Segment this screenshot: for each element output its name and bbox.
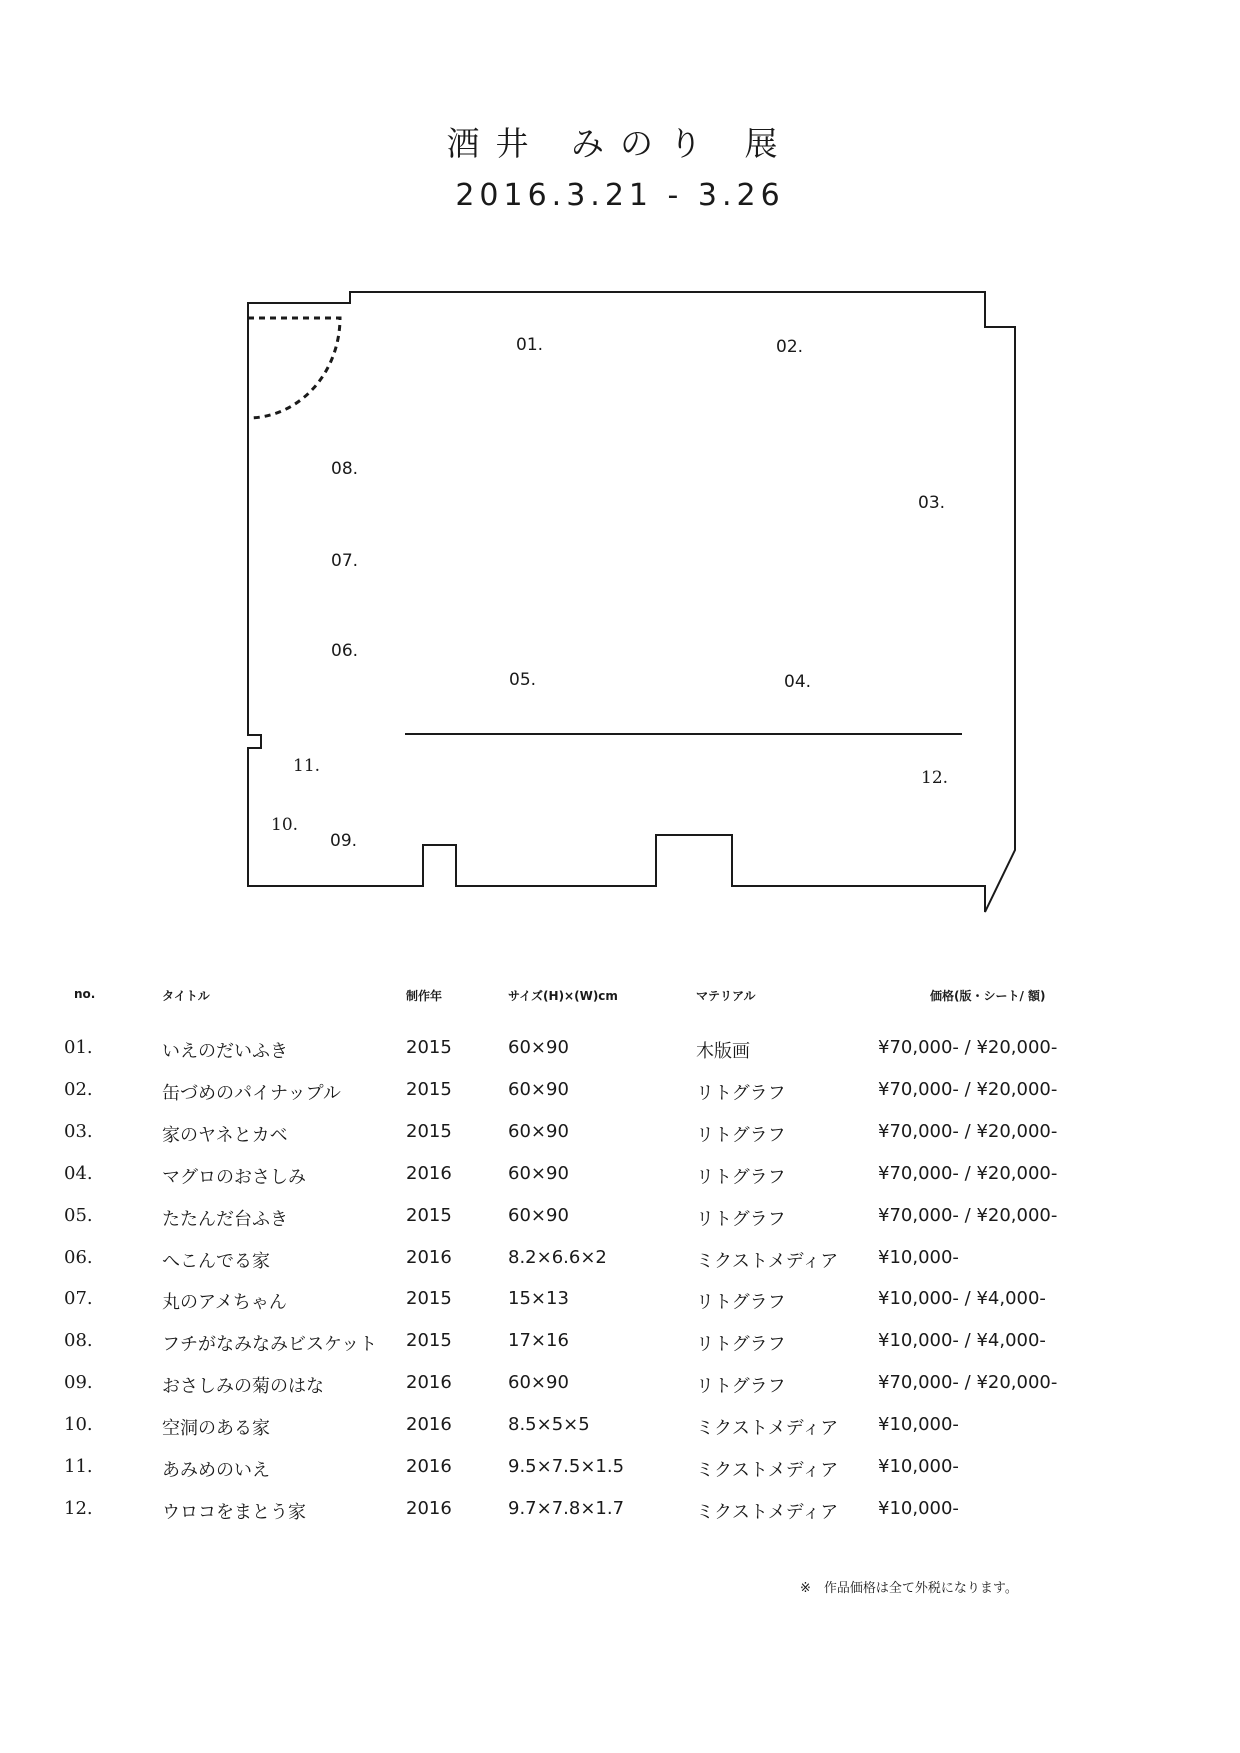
cell-year: 2016 — [406, 1163, 452, 1184]
cell-year: 2016 — [406, 1456, 452, 1477]
position-label: 01. — [516, 335, 544, 355]
cell-title: ウロコをまとう家 — [162, 1502, 306, 1523]
cell-year: 2015 — [406, 1079, 452, 1100]
cell-size: 60×90 — [508, 1205, 569, 1226]
cell-no: 01. — [64, 1037, 93, 1058]
cell-no: 02. — [64, 1079, 93, 1100]
table-row — [0, 1163, 1240, 1193]
cell-no: 04. — [64, 1163, 93, 1184]
cell-year: 2016 — [406, 1372, 452, 1393]
cell-price: ¥10,000- / ¥4,000- — [878, 1330, 1046, 1351]
cell-title: たたんだ台ふき — [162, 1209, 288, 1230]
cell-price: ¥10,000- — [878, 1498, 959, 1519]
cell-price: ¥70,000- / ¥20,000- — [878, 1163, 1058, 1184]
cell-price: ¥70,000- / ¥20,000- — [878, 1205, 1058, 1226]
cell-title: 空洞のある家 — [162, 1418, 270, 1439]
position-label: 06. — [331, 641, 359, 661]
cell-no: 05. — [64, 1205, 93, 1226]
cell-size: 9.5×7.5×1.5 — [508, 1456, 625, 1477]
header-year: 制作年 — [406, 989, 443, 1003]
cell-title: 丸のアメちゃん — [162, 1292, 287, 1313]
gallery-walls — [248, 292, 1015, 912]
cell-price: ¥10,000- — [878, 1456, 959, 1477]
tax-note: ※ 作品価格は全て外税になります。 — [800, 1581, 1018, 1596]
header-title: タイトル — [162, 989, 210, 1003]
position-label: 11. — [293, 756, 321, 776]
cell-title: マグロのおさしみ — [162, 1167, 306, 1188]
table-row — [0, 1414, 1240, 1444]
table-row — [0, 1498, 1240, 1528]
table-row — [0, 1330, 1240, 1360]
cell-no: 10. — [64, 1414, 93, 1435]
cell-year: 2016 — [406, 1247, 452, 1268]
cell-price: ¥70,000- / ¥20,000- — [878, 1372, 1058, 1393]
cell-no: 08. — [64, 1330, 93, 1351]
header-material: マテリアル — [696, 989, 756, 1003]
cell-title: 家のヤネとカベ — [162, 1125, 288, 1146]
cell-price: ¥10,000- / ¥4,000- — [878, 1288, 1046, 1309]
position-label: 04. — [784, 672, 812, 692]
cell-title: あみめのいえ — [162, 1460, 270, 1481]
cell-title: 缶づめのパイナップル — [162, 1083, 341, 1104]
cell-year: 2015 — [406, 1205, 452, 1226]
position-label: 03. — [918, 493, 946, 513]
cell-size: 60×90 — [508, 1163, 569, 1184]
position-label: 12. — [921, 768, 949, 788]
cell-title: おさしみの菊のはな — [162, 1376, 324, 1397]
cell-material: ミクストメディア — [696, 1460, 839, 1481]
cell-no: 09. — [64, 1372, 93, 1393]
table-row — [0, 1288, 1240, 1318]
position-label: 09. — [330, 831, 358, 851]
table-row — [0, 1372, 1240, 1402]
cell-material: リトグラフ — [696, 1334, 786, 1355]
cell-material: リトグラフ — [696, 1292, 786, 1313]
cell-year: 2015 — [406, 1037, 452, 1058]
position-label: 07. — [331, 551, 359, 571]
table-row — [0, 1205, 1240, 1235]
cell-year: 2015 — [406, 1330, 452, 1351]
position-label: 08. — [331, 459, 359, 479]
cell-material: ミクストメディア — [696, 1418, 839, 1439]
exhibition-dates: 2016.3.21 - 3.26 — [455, 178, 785, 213]
table-row — [0, 1079, 1240, 1109]
cell-year: 2016 — [406, 1414, 452, 1435]
cell-no: 12. — [64, 1498, 93, 1519]
table-row — [0, 1037, 1240, 1067]
cell-size: 8.2×6.6×2 — [508, 1247, 607, 1268]
cell-year: 2015 — [406, 1288, 452, 1309]
cell-price: ¥10,000- — [878, 1247, 959, 1268]
cell-price: ¥10,000- — [878, 1414, 959, 1435]
position-label: 10. — [271, 815, 299, 835]
cell-size: 8.5×5×5 — [508, 1414, 590, 1435]
table-row — [0, 1456, 1240, 1486]
cell-no: 06. — [64, 1247, 93, 1268]
cell-title: フチがなみなみビスケット — [162, 1334, 378, 1355]
cell-material: リトグラフ — [696, 1167, 786, 1188]
cell-material: リトグラフ — [696, 1083, 786, 1104]
exhibition-title: 酒井 みのり 展 — [446, 124, 794, 163]
door-swing — [248, 318, 340, 418]
cell-material: ミクストメディア — [696, 1251, 839, 1272]
cell-material: リトグラフ — [696, 1209, 786, 1230]
table-header — [0, 987, 1240, 1017]
cell-no: 11. — [64, 1456, 93, 1477]
cell-size: 60×90 — [508, 1372, 569, 1393]
cell-year: 2015 — [406, 1121, 452, 1142]
cell-price: ¥70,000- / ¥20,000- — [878, 1121, 1058, 1142]
cell-size: 9.7×7.8×1.7 — [508, 1498, 625, 1519]
cell-material: 木版画 — [696, 1041, 750, 1062]
cell-material: ミクストメディア — [696, 1502, 839, 1523]
cell-size: 15×13 — [508, 1288, 569, 1309]
cell-title: へこんでる家 — [162, 1251, 270, 1272]
cell-year: 2016 — [406, 1498, 452, 1519]
cell-material: リトグラフ — [696, 1376, 786, 1397]
header-price: 価格(版・シート/ 額) — [930, 989, 1046, 1003]
table-row — [0, 1247, 1240, 1277]
cell-no: 07. — [64, 1288, 93, 1309]
cell-no: 03. — [64, 1121, 93, 1142]
table-row — [0, 1121, 1240, 1151]
position-label: 02. — [776, 337, 804, 357]
cell-size: 60×90 — [508, 1079, 569, 1100]
header-size: サイズ(H)×(W)cm — [508, 989, 618, 1003]
cell-size: 60×90 — [508, 1121, 569, 1142]
cell-size: 60×90 — [508, 1037, 569, 1058]
cell-price: ¥70,000- / ¥20,000- — [878, 1079, 1058, 1100]
header-no: no. — [74, 987, 96, 1001]
cell-price: ¥70,000- / ¥20,000- — [878, 1037, 1058, 1058]
position-label: 05. — [509, 670, 537, 690]
cell-title: いえのだいふき — [162, 1041, 288, 1062]
cell-size: 17×16 — [508, 1330, 569, 1351]
cell-material: リトグラフ — [696, 1125, 786, 1146]
